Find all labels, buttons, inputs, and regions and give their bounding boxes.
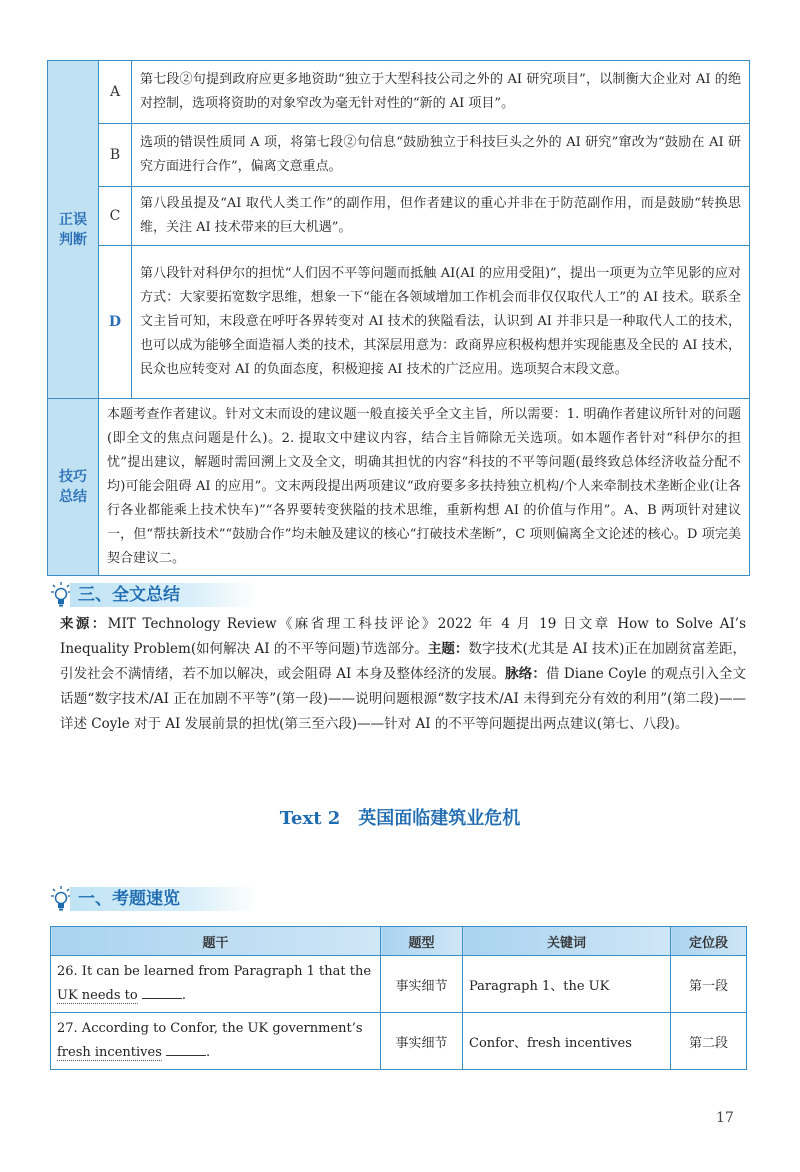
- header-locate: 定位段: [671, 927, 747, 956]
- question-keywords: Paragraph 1、the UK: [463, 956, 671, 1013]
- question-type: 事实细节: [381, 1013, 463, 1070]
- page-number: 17: [716, 1110, 734, 1126]
- section-title: 三、全文总结: [70, 583, 258, 607]
- summary-label-line2: 总结: [59, 489, 87, 505]
- option-analysis-text: 选项的错误性质同 A 项，将第七段②句信息“鼓励独立于科技巨头之外的 AI 研究”窜改为“鼓励在 AI 研究方面进行合作”，偏离文意重点。: [132, 124, 750, 187]
- question-stem: [51, 1013, 381, 1070]
- header-type: 题型: [381, 927, 463, 956]
- option-analysis-text: 第七段②句提到政府应更多地资助“独立于大型科技公司之外的 AI 研究项目”，以制衡大企业对 AI 的绝对控制，选项将资助的对象窄改为毫无针对性的“新的 AI 项目”。: [132, 61, 750, 124]
- stem-line2: fresh incentives .: [57, 1045, 211, 1060]
- option-letter: D: [99, 246, 132, 399]
- option-row-b: [48, 124, 750, 187]
- text2-title: Text 2 英国面临建筑业危机: [279, 808, 521, 829]
- question-locate: 第二段: [671, 1013, 747, 1070]
- judgment-label-line1: 正误: [59, 211, 87, 228]
- section-title: 一、考题速览: [70, 887, 258, 911]
- lightbulb-icon: [50, 885, 72, 913]
- question-stem: [51, 956, 381, 1013]
- table-row: [51, 956, 747, 1013]
- analysis-table: [47, 60, 750, 576]
- context-text: 借 Diane Coyle 的观点引入全文话题“数字技术/AI 正在加剧不平等”(第一段)——说明问题根源“数字技术/AI 未得到充分有效的利用”(第二段)——详述 Coyle 对于 AI 发展前景的担忧(第三至六段)——针对 AI 的不平等问题提出两点建议(第七、八段)。: [60, 666, 747, 732]
- question-locate: 第一段: [671, 956, 747, 1013]
- header-keywords: 关键词: [463, 927, 671, 956]
- judgment-label-line2: 判断: [59, 231, 87, 248]
- option-analysis-text: 第八段针对科伊尔的担忧“人们因不平等问题而抵触 AI(AI 的应用受阻)”，提出一项更为立竿见影的应对方式：大家要拓宽数字思维，想象一下“能在各领域增加工作机会而非仅仅取代人工”的 AI 技术。联系全文主旨可知，末段意在呼吁各界转变对 AI 技术的狭隘看法，认识到 AI 并非只是一种取代人工的技术，也可以成为能够全面造福人类的技术，其深层用意为：政商界应积极构想并实现能惠及全民的 AI 技术，民众也应转变对 AI 的负面态度，积极迎接 AI 技术的广泛应用。选项契合末段文意。: [132, 246, 750, 399]
- summary-label: [48, 399, 99, 576]
- answer-blank: [142, 986, 182, 999]
- summary-label-line1: 技巧: [59, 469, 87, 485]
- theme-label: 主题：: [427, 641, 469, 657]
- stem-line1: 27. According to Confor, the UK government’s: [57, 1021, 363, 1036]
- stem-underlined: UK needs to: [57, 988, 138, 1003]
- header-stem: 题干: [51, 927, 381, 956]
- stem-underlined: fresh incentives: [57, 1045, 162, 1060]
- overview-table: [50, 926, 747, 1070]
- option-letter: C: [99, 187, 132, 246]
- option-letter: B: [99, 124, 132, 187]
- overview-header-row: [51, 927, 747, 956]
- summary-row: [48, 399, 750, 576]
- theme-text: 数字技术(尤其是 AI 技术)正在加剧贫富差距，引发社会不满情绪，若不加以解决，或会阻碍 AI 本身及整体经济的发展。: [60, 641, 747, 682]
- stem-line2: UK needs to .: [57, 988, 187, 1003]
- context-label: 脉络：: [505, 666, 546, 682]
- table-row: [51, 1013, 747, 1070]
- stem-line1: 26. It can be learned from Paragraph 1 that the: [57, 964, 372, 979]
- question-type: 事实细节: [381, 956, 463, 1013]
- source-label: 来源：: [60, 616, 108, 632]
- summary-text: 本题考查作者建议。针对文末而设的建议题一般直接关乎全文主旨，所以需要：1. 明确作者建议所针对的问题(即全文的焦点问题是什么)。2. 提取文中建议内容，结合主旨筛除无关选项。如本题作者针对“科伊尔的担忧”提出建议，解题时需回溯上文及全文，明确其担忧的内容“科技的不平等问题(最终致总体经济收益分配不均)可能会阻碍 AI 的应用”。文末两段提出两项建议“政府要多多扶持独立机构/个人来牵制技术垄断企业(让各行各业都能乘上技术快车)”“各界要转变狭隘的技术思维，重新构想 AI 的价值与作用”。A、B 两项针对建议一，但“帮扶新技术”“鼓励合作”均未触及建议的核心“打破技术垄断”，C 项则偏离全文论述的核心。D 项完美契合建议二。: [99, 399, 750, 576]
- option-letter: A: [99, 61, 132, 124]
- answer-blank: [166, 1043, 206, 1056]
- option-analysis-text: 第八段虽提及“AI 取代人类工作”的副作用，但作者建议的重心并非在于防范副作用，而是鼓励“转换思维，关注 AI 技术带来的巨大机遇”。: [132, 187, 750, 246]
- option-row-d: [48, 246, 750, 399]
- option-row-a: [48, 61, 750, 124]
- lightbulb-icon: [50, 581, 72, 609]
- judgment-label: [48, 61, 99, 399]
- option-row-c: [48, 187, 750, 246]
- question-keywords: Confor、fresh incentives: [463, 1013, 671, 1070]
- summary-paragraph: [60, 612, 746, 737]
- source-text: MIT Technology Review《麻省理工科技评论》2022 年 4 月 19 日文章 How to Solve AI’s Inequality Problem(如何解决 AI 的不平等问题)节选部分。: [60, 616, 746, 657]
